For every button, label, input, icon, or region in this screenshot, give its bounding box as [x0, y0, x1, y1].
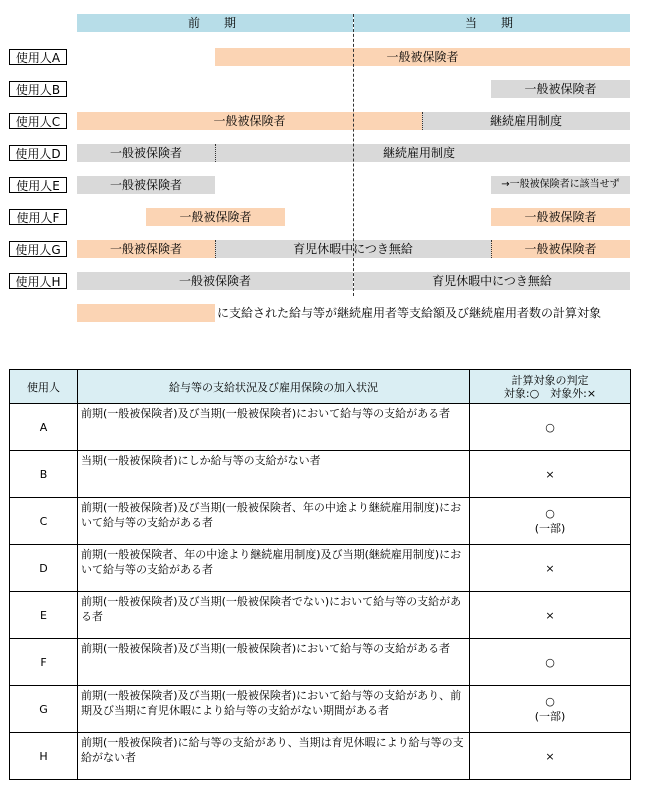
seg-f-prev-covered: 一般被保険者: [146, 208, 285, 226]
table-row: [10, 686, 631, 733]
seg-d-separator: [215, 144, 216, 162]
row-status: 前期(一般被保険者)及び当期(一般被保険者)において給与等の支給があり、前期及び当期に育児休暇により給与等の支給がない期間がある者: [78, 686, 470, 733]
prev-period-label: 前 期: [187, 16, 242, 30]
row-judge-mark: ×: [545, 749, 555, 763]
seg-d-insured: 一般被保険者: [77, 144, 215, 162]
row-judge: [470, 592, 631, 639]
user-label-d: 使用人D: [9, 145, 67, 161]
row-judge: [470, 545, 631, 592]
period-divider: [353, 14, 354, 296]
header-status: 給与等の支給状況及び雇用保険の加入状況: [78, 370, 470, 404]
table-row: [10, 639, 631, 686]
legend-swatch: [77, 304, 215, 322]
seg-d-continued: 継続雇用制度: [215, 144, 630, 162]
table-row: [10, 404, 631, 451]
row-status: 前期(一般被保険者)及び当期(一般被保険者)において給与等の支給がある者: [78, 404, 470, 451]
header-judge-line1: 計算対象の判定: [511, 373, 589, 387]
header-judge: [470, 370, 631, 404]
row-judge: [470, 404, 631, 451]
seg-h-insured: 一般被保険者: [77, 272, 353, 290]
table-row: [10, 592, 631, 639]
table-row: [10, 451, 631, 498]
table-row: [10, 545, 631, 592]
legend-text: に支給された給与等が継続雇用者等支給額及び継続雇用者数の計算対象: [217, 306, 602, 320]
table-header-row: [10, 370, 631, 404]
row-judge-note: (一部): [534, 710, 566, 723]
row-judge: [470, 686, 631, 733]
seg-e-insured: 一般被保険者: [77, 176, 215, 194]
row-judge-note: (一部): [534, 522, 566, 535]
seg-a-covered: 一般被保険者: [215, 48, 630, 66]
row-status: 前期(一般被保険者)及び当期(一般被保険者でない)において給与等の支給がある者: [78, 592, 470, 639]
row-judge-mark: ○: [545, 507, 555, 520]
table-row: [10, 733, 631, 780]
user-label-b: 使用人B: [9, 81, 67, 97]
row-status: 前期(一般被保険者)に給与等の支給があり、当期は育児休暇により給与等の支給がない者: [78, 733, 470, 780]
seg-c-covered: 一般被保険者: [77, 112, 422, 130]
row-judge-mark: ○: [545, 420, 555, 434]
seg-c-separator: [422, 112, 423, 130]
row-status: 前期(一般被保険者)及び当期(一般被保険者、年の中途より継続雇用制度)において給与等の支給がある者: [78, 498, 470, 545]
row-user: F: [10, 639, 78, 686]
header-user: 使用人: [10, 370, 78, 404]
user-label-h: 使用人H: [9, 273, 67, 289]
seg-h-leave: 育児休暇中につき無給: [354, 272, 630, 290]
row-judge-mark: ×: [545, 561, 555, 575]
row-judge-mark: ○: [545, 655, 555, 669]
row-user: H: [10, 733, 78, 780]
seg-g-prev-covered: 一般被保険者: [77, 240, 215, 258]
row-user: B: [10, 451, 78, 498]
row-judge-mark: ×: [545, 467, 555, 481]
row-user: D: [10, 545, 78, 592]
curr-period-label: 当 期: [464, 16, 519, 30]
seg-c-continued: 継続雇用制度: [422, 112, 630, 130]
row-user: C: [10, 498, 78, 545]
row-status: 前期(一般被保険者、年の中途より継続雇用制度)及び当期(継続雇用制度)において給与等の支給がある者: [78, 545, 470, 592]
row-judge-mark: ×: [545, 608, 555, 622]
seg-g-separator-1: [215, 240, 216, 258]
row-judge: [470, 498, 631, 545]
row-status: 当期(一般被保険者)にしか給与等の支給がない者: [78, 451, 470, 498]
seg-f-curr-covered: 一般被保険者: [491, 208, 630, 226]
row-judge-mark: ○: [545, 695, 555, 708]
user-label-a: 使用人A: [9, 49, 67, 65]
user-label-f: 使用人F: [9, 209, 67, 225]
table-row: [10, 498, 631, 545]
row-user: E: [10, 592, 78, 639]
row-user: G: [10, 686, 78, 733]
row-status: 前期(一般被保険者)及び当期(一般被保険者)において給与等の支給がある者: [78, 639, 470, 686]
seg-b-insured: 一般被保険者: [491, 80, 630, 98]
seg-e-not-insured: →一般被保険者に該当せず: [491, 176, 630, 194]
seg-g-leave: 育児休暇中につき無給: [215, 240, 491, 258]
row-judge: [470, 639, 631, 686]
user-label-g: 使用人G: [9, 241, 67, 257]
header-judge-line2: 対象:○ 対象外:×: [503, 386, 597, 400]
seg-g-separator-2: [491, 240, 492, 258]
user-label-c: 使用人C: [9, 113, 67, 129]
seg-g-curr-covered: 一般被保険者: [491, 240, 630, 258]
row-user: A: [10, 404, 78, 451]
row-judge: [470, 733, 631, 780]
judgement-table: [9, 369, 631, 780]
user-label-e: 使用人E: [9, 177, 67, 193]
row-judge: [470, 451, 631, 498]
